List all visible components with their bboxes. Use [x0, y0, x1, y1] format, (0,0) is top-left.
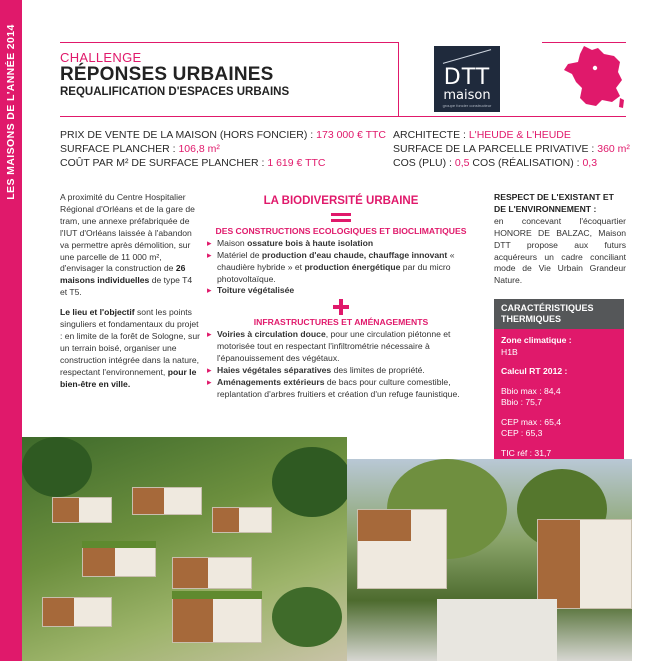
spec-price: PRIX DE VENTE DE LA MAISON (HORS FONCIER) : 173 000 € TTC	[60, 129, 386, 141]
logo-main-text: DTT	[443, 65, 491, 90]
aerial-rendering-image	[22, 437, 347, 661]
orleans-marker	[593, 66, 597, 70]
intro-paragraph-2: Le lieu et l'objectif sont les points singuliers et fondamentaux du projet : en limite de la forêt de Sologne, sur un terrain boisé, organiser une construction intégrée dans la nature, respectant l'environnement, pour le bien-être en ville.	[60, 307, 200, 389]
cep-max: CEP max : 65,4	[501, 416, 562, 427]
zone-value: H1B	[501, 346, 518, 357]
bullet-item: ▸ Aménagements extérieurs de bacs pour culture comestible, replantation d'arbres fruitiers et création d'un refuge faunistique.	[207, 377, 475, 401]
bullet-item: ▸ Toiture végétalisée	[207, 285, 475, 297]
bullet-item: ▸ Maison ossature bois à haute isolation	[207, 238, 475, 250]
respect-column	[494, 192, 626, 287]
thermal-characteristics-title: CARACTÉRISTIQUES THERMIQUES	[494, 299, 624, 329]
project-renderings	[22, 437, 632, 661]
page-title: RÉPONSES URBAINES	[60, 64, 274, 85]
section-infrastructures-title: INFRASTRUCTURES ET AMÉNAGEMENTS	[253, 317, 429, 328]
biodiversity-title: LA BIODIVERSITÉ URBAINE	[263, 195, 419, 207]
france-map-icon	[562, 44, 626, 110]
logo-slash	[443, 49, 491, 64]
section-constructions-title: DES CONSTRUCTIONS ECOLOGIQUES ET BIOCLIMATIQUES	[215, 225, 467, 236]
bbio-max: Bbio max : 84,4	[501, 385, 561, 396]
calc-label: Calcul RT 2012 :	[501, 366, 568, 376]
bbio: Bbio : 75,7	[501, 397, 543, 407]
respect-text: en concevant l'écoquartier HONORE DE BALZAC, Maison DTT propose aux futurs acquéreurs un cadre conciliant mode de Vie Urbain Grandeur Nature.	[494, 215, 626, 286]
header	[22, 0, 650, 120]
spec-cost: COÛT PAR M² DE SURFACE PLANCHER : 1 619 € TTC	[60, 157, 326, 169]
spec-parcel: SURFACE DE LA PARCELLE PRIVATIVE : 360 m²	[393, 143, 630, 155]
equals-sign-icon	[207, 210, 475, 224]
spec-floor: SURFACE PLANCHER : 106,8 m²	[60, 143, 220, 155]
side-band	[0, 0, 22, 661]
spec-architect: ARCHITECTE : L'HEUDE & L'HEUDE	[393, 129, 571, 141]
plus-sign-icon	[207, 300, 475, 314]
dtt-maison-logo	[434, 46, 500, 112]
zone-label: Zone climatique :	[501, 335, 572, 345]
challenge-label: CHALLENGE	[60, 50, 142, 65]
bullet-item: ▸ Haies végétales séparatives des limites de propriété.	[207, 365, 475, 377]
biodiversity-column	[207, 196, 475, 401]
header-rule-bottom	[60, 116, 626, 117]
intro-column	[60, 192, 200, 399]
respect-title: RESPECT DE L'EXISTANT ET DE L'ENVIRONNEMENT :	[494, 192, 614, 214]
side-band-text: LES MAISONS DE L'ANNÉE 2014	[5, 24, 17, 200]
tic-ref: TIC réf : 31,7	[501, 447, 552, 458]
bullet-item: ▸ Matériel de production d'eau chaude, chauffage innovant « chaudière hybride » et production énergétique par du micro photovoltaïque.	[207, 250, 475, 286]
cep: CEP : 65,3	[501, 428, 543, 438]
spec-cos: COS (PLU) : 0,5 COS (RÉALISATION) : 0,3	[393, 157, 598, 169]
page-subtitle: REQUALIFICATION D'ESPACES URBAINS	[60, 86, 290, 98]
header-rule-top	[60, 42, 398, 43]
logo-sub-text: maison	[443, 88, 491, 103]
header-rule-top-right	[542, 42, 626, 43]
street-rendering-image	[347, 459, 632, 661]
logo-tagline: groupe foncier constructeur	[442, 103, 492, 108]
header-divider	[398, 42, 399, 116]
bullet-item: ▸ Voiries à circulation douce, pour une circulation piétonne et motorisée tout en respectant l'infiltrométrie nécessaire à l'épanouissement des végétaux.	[207, 329, 475, 365]
intro-paragraph-1: A proximité du Centre Hospitalier Régional d'Orléans et de la gare de tram, une annexe préfabriquée de l'IUT d'Orléans laissée à l'abandon va permettre après démolition, sur une parcelle de 11 000 m², d'envisager la construction de 26 maisons individuelles de type T4 et T5.	[60, 192, 195, 298]
